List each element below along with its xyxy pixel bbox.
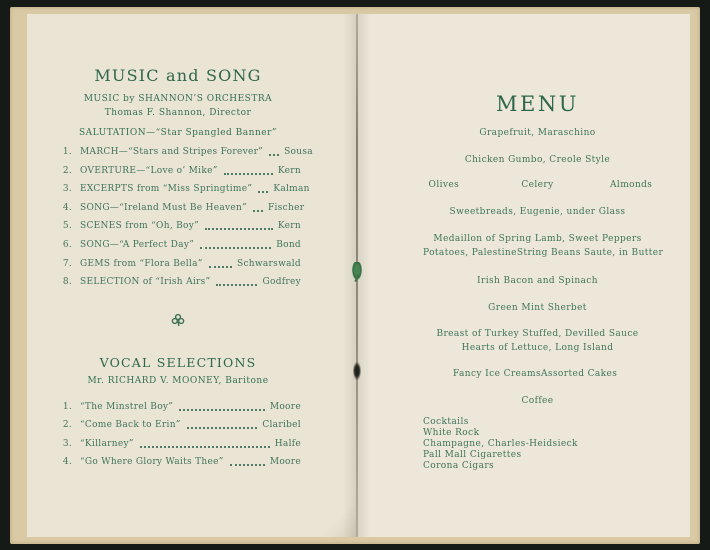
dotted-leader [140,446,270,448]
course-bacon: Irish Bacon and Spinach [477,276,598,286]
binding-thread-dark-icon [353,362,361,380]
vocal-item [59,440,301,449]
course-olives: Olives [428,180,460,190]
course-gumbo: Chicken Gumbo, Creole Style [464,155,611,165]
program-item [59,260,301,269]
orchestra-program-list [59,147,313,297]
center-binding [356,14,358,537]
course-coffee: Coffee [521,396,554,406]
item-number: 1. [62,147,72,157]
course-turkey: Breast of Turkey Stuffed, Devilled Sauce [436,329,639,339]
program-item [59,167,301,176]
item-composer: Kalman [273,184,310,195]
vocal-item [59,458,301,467]
vocal-selections-title: VOCAL SELECTIONS [99,355,257,370]
item-composer: Halfe [274,438,301,449]
item-composer: Kern [277,165,301,176]
course-sweetbreads: Sweetbreads, Eugenie, under Glass [449,207,626,217]
item-title: “The Minstrel Boy” [80,402,174,412]
course-desserts-row [397,369,678,379]
item-title: “Killarney” [80,438,134,449]
item-composer: Godfrey [262,277,301,288]
item-number: 6. [62,239,72,250]
item-composer: Kern [277,221,301,232]
beverage-white-rock: White Rock [423,428,480,438]
beverage-cigars: Corona Cigars [423,461,495,471]
program-item [59,202,305,213]
course-celery: Celery [521,180,554,190]
vocal-program-list [59,403,301,476]
program-item [59,278,301,287]
dotted-leader [230,464,265,466]
course-ice-creams: Fancy Ice Creams [453,369,541,379]
program-item [59,184,310,195]
item-composer: Schwarswald [236,258,301,269]
item-number: 8. [62,277,72,288]
item-title: MARCH—“Stars and Stripes Forever” [80,147,264,157]
beverage-cigarettes: Pall Mall Cigarettes [423,450,522,460]
right-page [357,14,690,537]
menu-booklet [27,14,690,537]
shamrock-ornament-icon [57,313,299,332]
item-composer: Moore [269,402,301,412]
dotted-leader [205,228,273,230]
item-title: SONG—“A Perfect Day” [80,239,195,250]
course-cakes: Assorted Cakes [541,369,618,379]
item-number: 1. [62,402,72,412]
item-composer: Moore [269,456,301,467]
item-number: 7. [62,258,72,269]
item-title: SONG—“Ireland Must Be Heaven” [80,202,248,213]
vocal-item [59,403,301,412]
program-item [59,241,301,250]
course-almonds: Almonds [610,180,653,190]
course-relishes-row [397,180,678,190]
dotted-leader [187,427,258,429]
course-lettuce: Hearts of Lettuce, Long Island [461,343,614,353]
item-title: GEMS from “Flora Bella” [80,258,203,269]
item-number: 3. [62,438,72,449]
vocal-item [59,421,301,430]
course-potatoes: Potatoes, Palestine [423,248,517,258]
item-number: 2. [62,420,72,431]
program-item [59,222,301,231]
item-title: EXCERPTS from “Miss Springtime” [80,184,253,195]
course-string-beans: String Beans Saute, in Butter [516,248,664,258]
dotted-leader [200,247,271,249]
dotted-leader [209,266,232,268]
dotted-leader [253,210,263,212]
item-number: 4. [62,456,72,467]
item-title: “Come Back to Erin” [80,420,181,431]
item-composer: Sousa [284,147,313,157]
item-composer: Claribel [262,420,301,431]
vocal-subtitle: Mr. RICHARD V. MOONEY, Baritone [87,376,269,386]
course-lamb: Medaillon of Spring Lamb, Sweet Peppers [433,234,642,244]
dotted-leader [216,284,257,286]
beverage-cocktails: Cocktails [423,417,469,427]
beverage-list [397,417,678,472]
item-composer: Bond [276,239,301,250]
menu-title: MENU [496,92,579,116]
dotted-leader [179,409,265,411]
program-item [59,147,313,157]
music-title: MUSIC and SONG [94,66,262,85]
beverage-champagne: Champagne, Charles-Heidsieck [423,439,578,449]
course-grapefruit: Grapefruit, Maraschino [479,128,596,138]
item-number: 2. [62,165,72,176]
item-number: 5. [62,221,72,232]
item-title: SELECTION of “Irish Airs” [80,277,211,288]
dotted-leader [258,191,268,193]
salutation-line: SALUTATION—“Star Spangled Banner” [79,128,277,138]
left-page [27,14,357,537]
binding-thread-green-icon [352,262,362,280]
item-title: “Go Where Glory Waits Thee” [80,456,224,467]
item-composer: Fischer [268,202,305,213]
item-title: OVERTURE—“Love o’ Mike” [80,165,218,176]
director-line: Thomas F. Shannon, Director [104,107,252,118]
item-title: SCENES from “Oh, Boy” [80,221,200,232]
item-number: 3. [62,184,72,195]
course-sides-row [397,248,678,258]
dotted-leader [269,154,279,156]
orchestra-line: MUSIC by SHANNON’S ORCHESTRA [83,94,273,104]
course-sherbet: Green Mint Sherbet [488,303,587,313]
dotted-leader [224,173,273,175]
item-number: 4. [62,202,72,213]
